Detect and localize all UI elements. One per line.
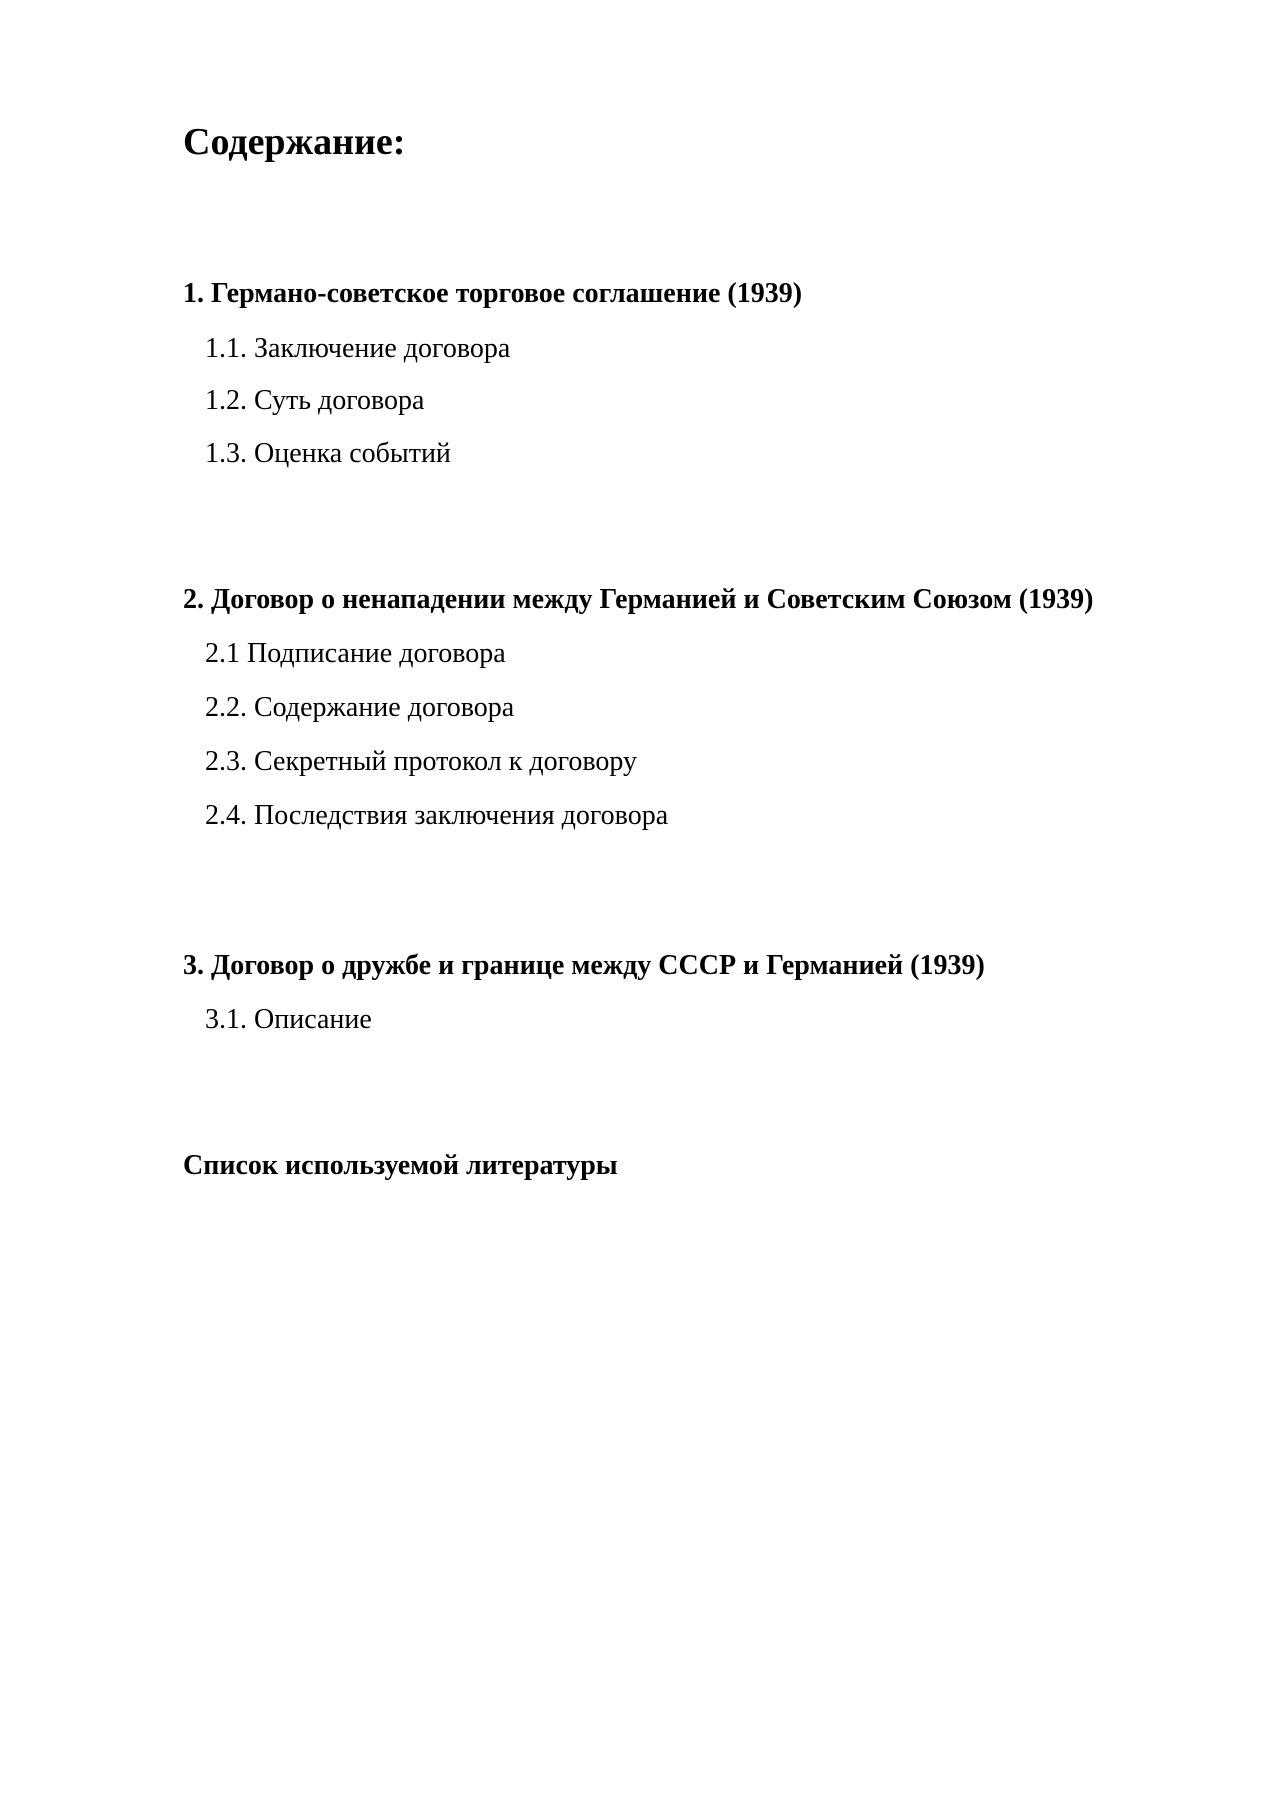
subsection-1-3: 1.3. Оценка событий xyxy=(205,438,451,469)
section-heading-2: 2. Договор о ненападении между Германией и Советским Союзом (1939) xyxy=(183,584,1094,615)
section-heading-3: 3. Договор о дружбе и границе между СССР и Германией (1939) xyxy=(183,950,985,981)
subsection-2-3: 2.3. Секретный протокол к договору xyxy=(205,746,638,777)
subsection-2-1: 2.1 Подписание договора xyxy=(205,638,506,669)
subsection-1-1: 1.1. Заключение договора xyxy=(205,333,511,364)
subsection-2-2: 2.2. Содержание договора xyxy=(205,692,515,723)
toc-title: Содержание: xyxy=(183,121,406,163)
subsection-3-1: 3.1. Описание xyxy=(205,1004,372,1035)
subsection-2-4: 2.4. Последствия заключения договора xyxy=(205,800,669,831)
subsection-1-2: 1.2. Суть договора xyxy=(205,385,425,416)
bibliography-heading: Список используемой литературы xyxy=(183,1150,618,1181)
section-heading-1: 1. Германо-советское торговое соглашение (1939) xyxy=(183,278,803,309)
